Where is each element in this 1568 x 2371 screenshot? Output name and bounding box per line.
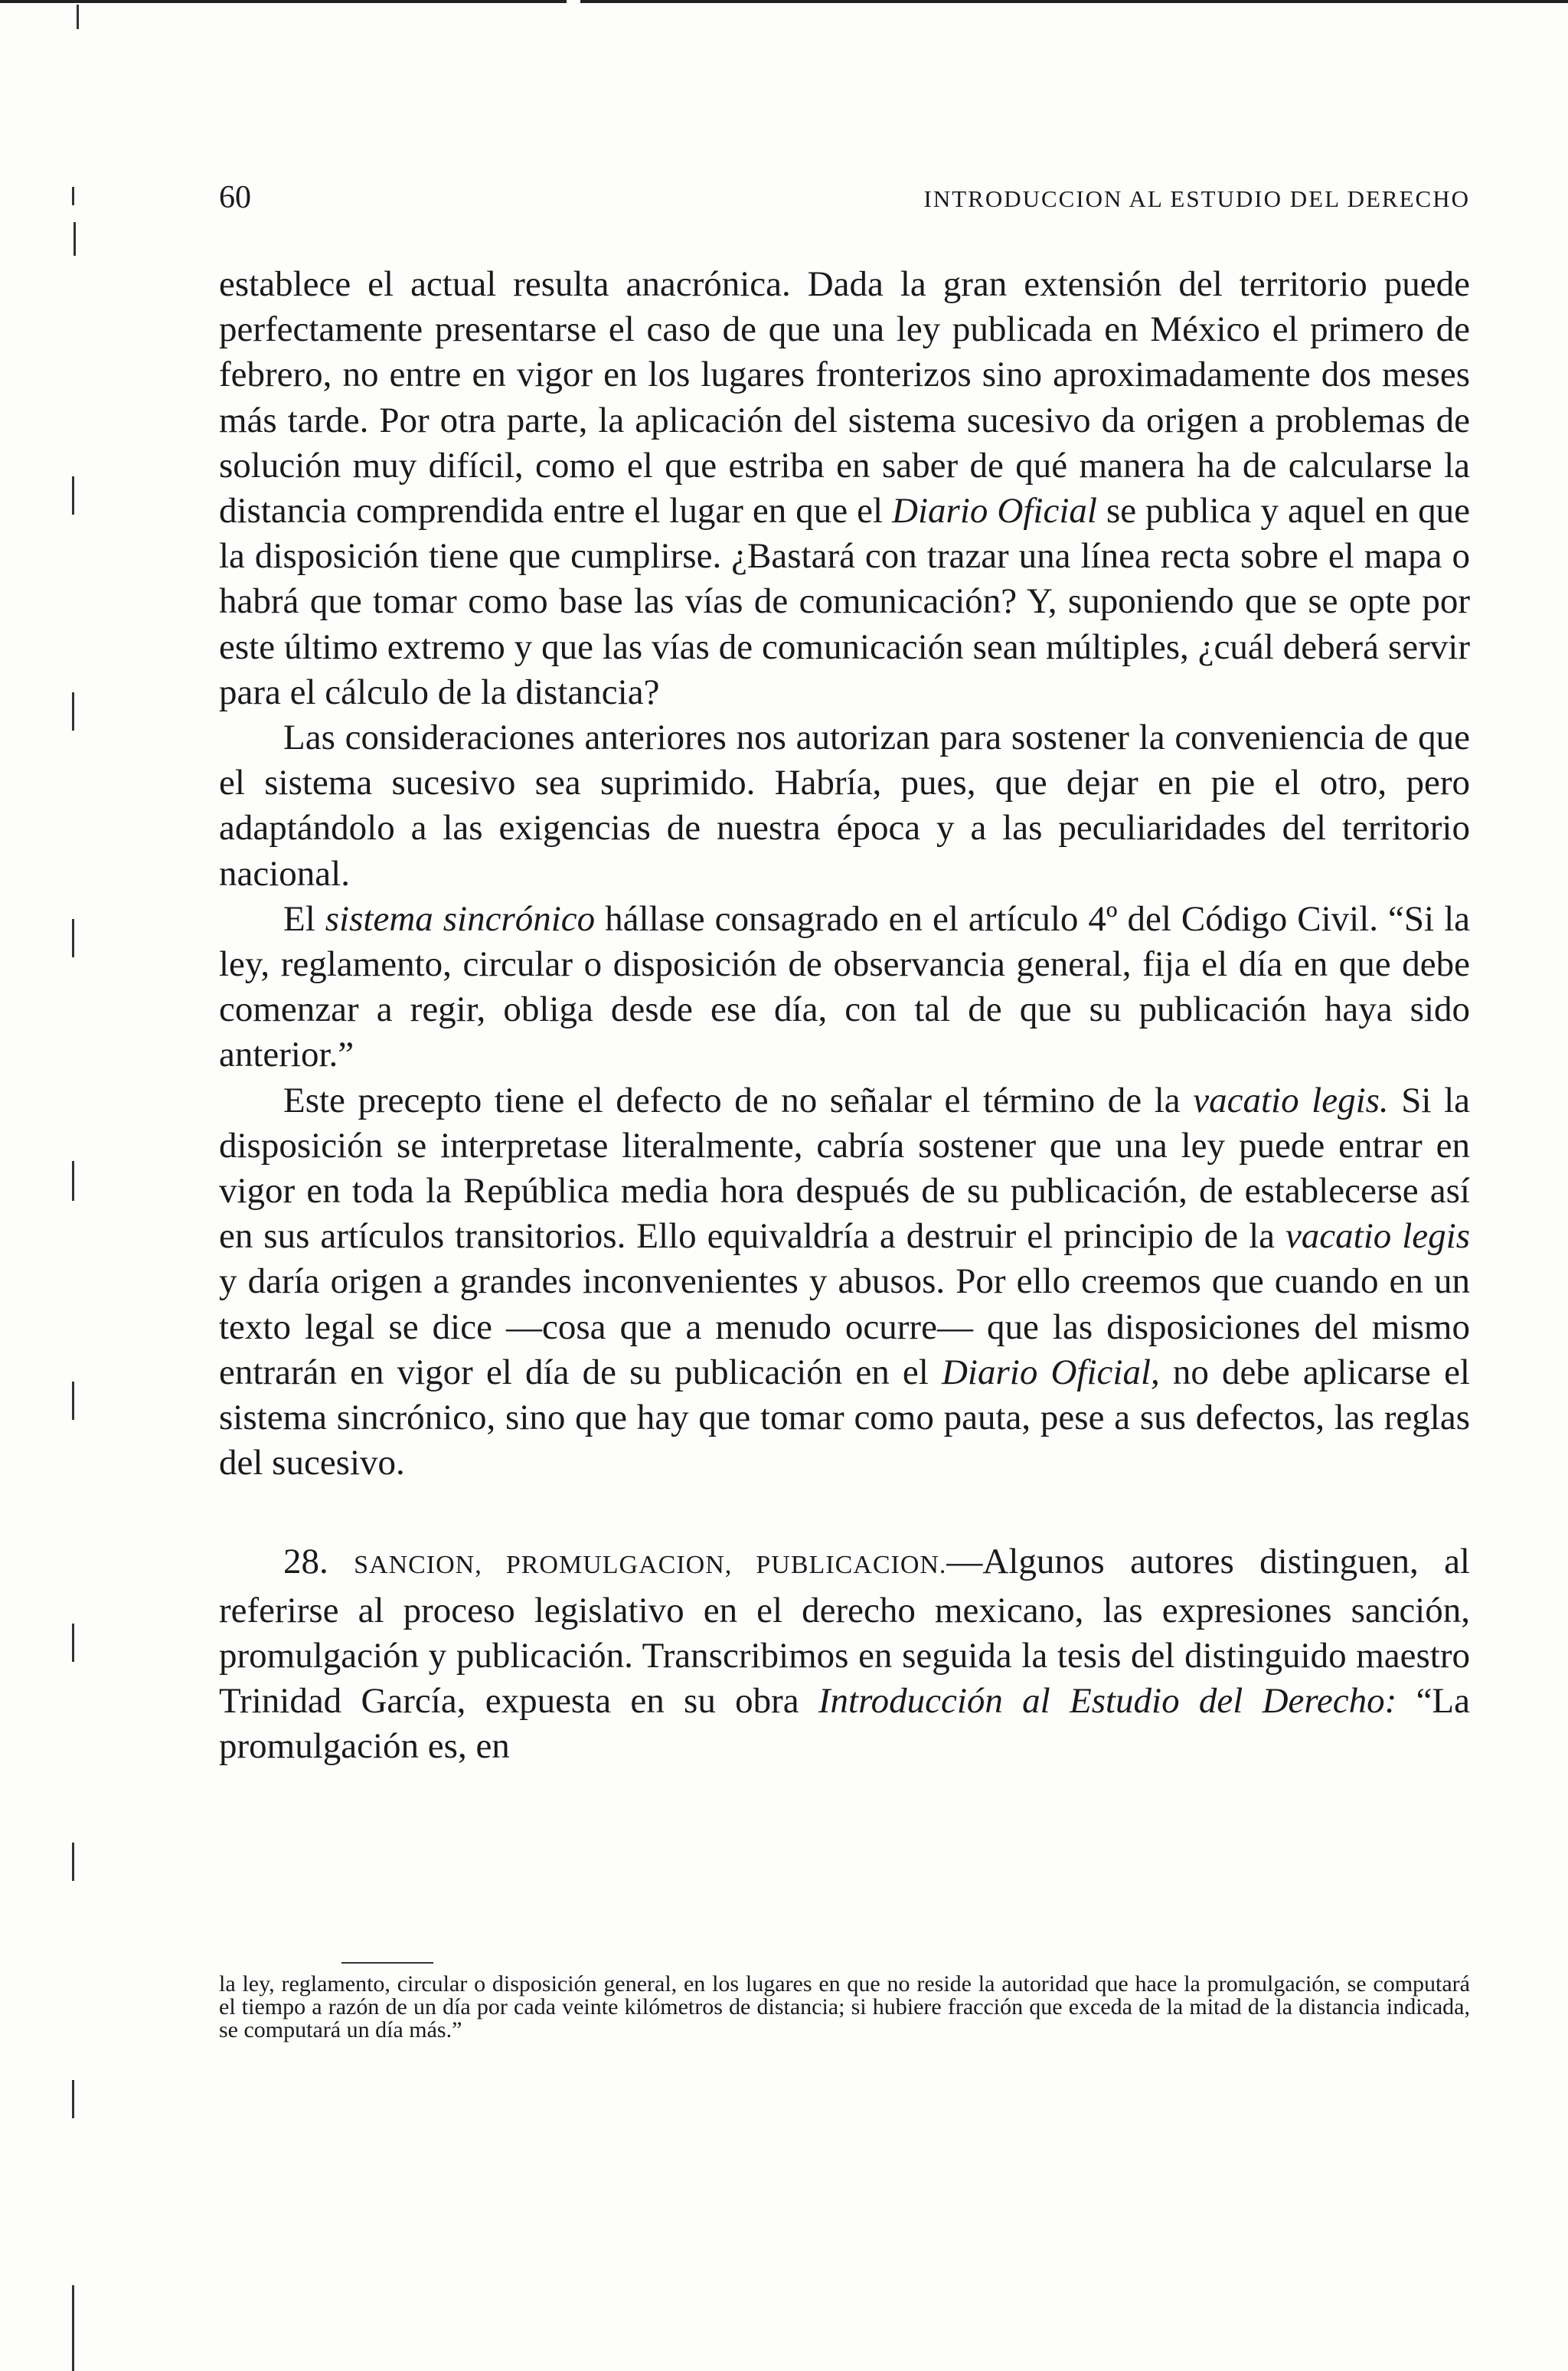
text-run: establece el actual resulta anacrónica. Dada la gran extensión del territorio puede perfectamente presentarse el caso de que una ley publicada en México el primero de febrero, no entre en vigor en los lugares fronterizos sino aproximadamente dos meses más tarde. Por otra parte, la aplicación del sistema sucesivo da origen a problemas de solución muy difícil, como el que estriba en saber de qué manera ha de calcularse la distancia comprendida entre el lugar en que el — [219, 264, 1470, 531]
italic-text-run: vacatio legis — [1285, 1216, 1470, 1257]
margin-mark — [72, 1624, 74, 1662]
italic-text-run: vacatio legis. — [1193, 1080, 1389, 1120]
margin-mark — [72, 692, 74, 731]
margin-mark — [77, 5, 79, 29]
running-head: INTRODUCCION AL ESTUDIO DEL DERECHO — [923, 185, 1470, 212]
text-run: “La promulgación es, en — [219, 1681, 1470, 1767]
margin-mark — [74, 222, 76, 256]
margin-mark — [72, 2080, 74, 2118]
text-run: no debe aplicarse el sistema sincrónico, sino que hay que tomar como pauta, pese a sus defectos, las reglas del sucesivo. — [219, 1352, 1470, 1483]
text-run: hállase consagrado en el artículo 4º del Código Civil. “Si la ley, reglamento, circular o disposición de observancia general, fija el día en que debe comenzar a regir, obliga desde ese día, con tal de que su publicación haya sido anterior.” — [219, 898, 1470, 1075]
paragraph — [219, 1078, 1470, 1486]
section-heading: SANCION, PROMULGACION, PUBLICACION. — [354, 1551, 947, 1580]
section-number: 28. — [283, 1542, 328, 1582]
footnote-separator — [341, 1962, 433, 1964]
top-rule-gap — [567, 0, 580, 3]
page-number: 60 — [219, 180, 251, 215]
text-run: se publica y aquel en que la disposición tiene que cumplirse. ¿Bastará con trazar una línea recta sobre el mapa o habrá que tomar como base las vías de comunicación? Y, suponiendo que se opte por este último extremo y que las vías de comunicación sean múltiples, ¿cuál deberá servir para el cálculo de la distancia? — [219, 491, 1471, 712]
italic-text-run: Diario Oficial — [892, 491, 1097, 531]
italic-text-run: Introducción al Estudio del Derecho: — [818, 1681, 1397, 1722]
page-header — [219, 178, 1470, 224]
margin-mark — [72, 919, 74, 957]
margin-mark — [72, 2285, 74, 2371]
section-paragraph — [219, 1539, 1470, 1769]
body-text — [219, 262, 1470, 1770]
margin-mark — [72, 476, 74, 515]
italic-text-run: Diario Oficial, — [941, 1352, 1160, 1392]
margin-mark — [72, 187, 74, 205]
footnote — [219, 1973, 1470, 2042]
paragraph: Las consideraciones anteriores nos autorizan para sostener la conveniencia de que el sistema sucesivo sea suprimido. Habría, pues, que dejar en pie el otro, pero adaptándolo a las exigencias de nuestra época y a las peculiaridades del territorio nacional. — [219, 718, 1470, 894]
text-run: Este precepto tiene el defecto de no señalar el término de la — [283, 1080, 1194, 1120]
text-run: —Algunos autores distinguen, al referirse al proceso legislativo en el derecho mexicano, las expresiones sanción, promulgación y publicación. Transcribimos en seguida la tesis del distinguido maestro Trinidad García, expuesta en su obra — [219, 1542, 1470, 1722]
margin-mark — [72, 1382, 74, 1420]
paragraph — [219, 262, 1470, 715]
margin-mark — [72, 1161, 74, 1201]
text-run: El — [283, 898, 325, 939]
text-run: Si la disposición se interpretase literalmente, cabría sostener que una ley puede entrar en vigor en toda la República media hora después de su publicación, de establecerse así en sus artículos transitorios. Ello equivaldría a destruir el principio de la — [219, 1080, 1470, 1257]
footnote-text: la ley, reglamento, circular o disposición general, en los lugares en que no reside la autoridad que hace la promulgación, se computará el tiempo a razón de un día por cada veinte kilómetros de distancia; si hubiere fracción que exceda de la mitad de la distancia indicada, se computará un día más.” — [219, 1971, 1470, 2042]
top-scan-rule — [0, 0, 1568, 3]
text-run: y daría origen a grandes inconvenientes y abusos. Por ello creemos que cuando en un texto legal se dice —cosa que a menudo ocurre— que las disposiciones del mismo entrarán en vigor el día de su publicación en el — [219, 1261, 1470, 1392]
margin-mark — [72, 1843, 74, 1881]
italic-text-run: sistema sincrónico — [325, 898, 596, 939]
paragraph — [219, 897, 1470, 1078]
